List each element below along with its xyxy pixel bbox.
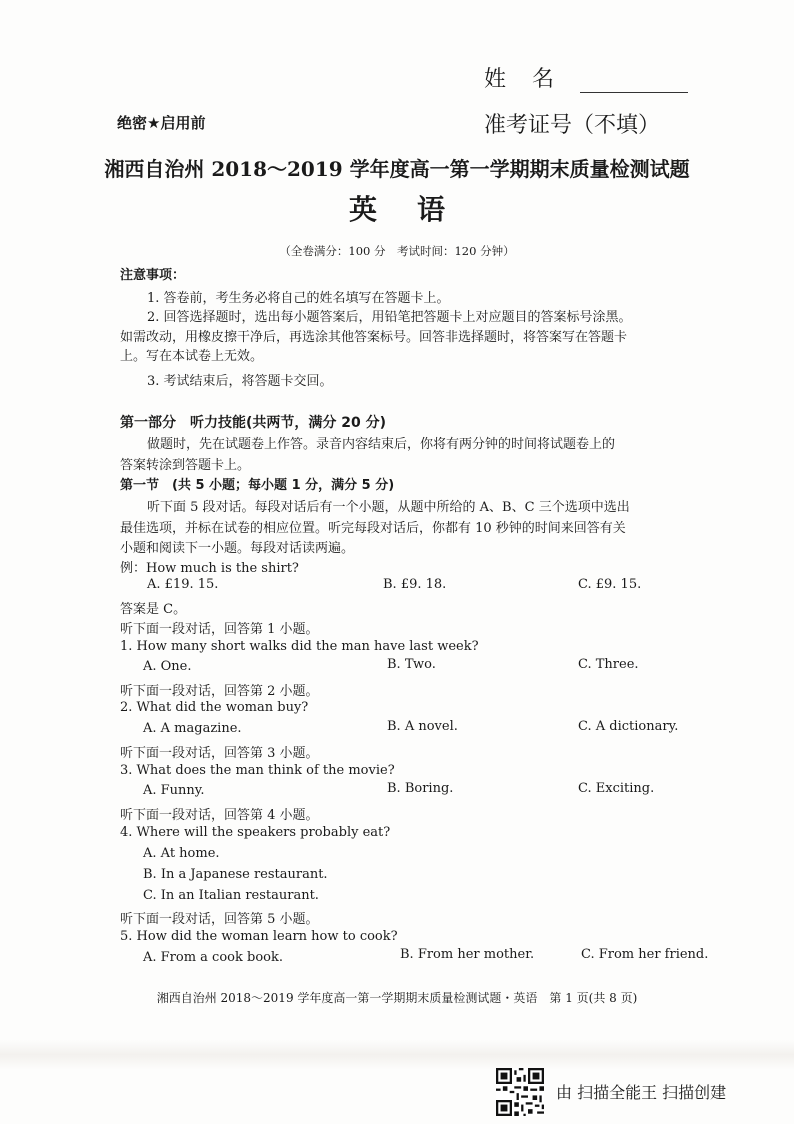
option-c: C. A dictionary. — [578, 719, 679, 734]
question-prompt: 听下面一段对话，回答第 4 小题。 — [120, 808, 319, 823]
example-option-a: A. £19. 15. — [147, 577, 219, 592]
section1-intro-line: 听下面 5 段对话。每段对话后有一个小题，从题中所给的 A、B、C 三个选项中选出 — [147, 500, 630, 515]
section1-intro-line: 小题和阅读下一小题。每段对话读两遍。 — [120, 541, 355, 556]
qr-code-icon — [496, 1068, 544, 1116]
note-item: 3. 考试结束后，将答题卡交回。 — [147, 374, 333, 389]
question-prompt: 听下面一段对话，回答第 2 小题。 — [120, 684, 319, 699]
option-b: B. Boring. — [387, 781, 454, 796]
option-a: A. A magazine. — [143, 721, 242, 736]
exam-info: （全卷满分：100 分 考试时间：120 分钟） — [279, 244, 515, 258]
option-c: C. Exciting. — [578, 781, 655, 796]
question-text: 5. How did the woman learn how to cook? — [120, 929, 398, 944]
section1-heading: 第一节 (共 5 小题；每小题 1 分，满分 5 分) — [120, 478, 395, 493]
example-question: 例：How much is the shirt? — [120, 561, 299, 576]
note-item: 上。写在本试卷上无效。 — [120, 349, 264, 364]
option-b: B. From her mother. — [400, 947, 535, 962]
page-footer: 湘西自治州 2018～2019 学年度高一第一学期期末质量检测试题・英语 第 1 页(共 8 页) — [156, 991, 638, 1005]
question-text: 2. What did the woman buy? — [120, 700, 309, 715]
option-c: C. In an Italian restaurant. — [143, 888, 319, 903]
question-text: 1. How many short walks did the man have last week? — [120, 639, 479, 654]
question-text: 4. Where will the speakers probably eat? — [120, 825, 391, 840]
exam-id-label: 准考证号（不填） — [484, 113, 661, 138]
option-a: A. At home. — [143, 846, 220, 861]
part1-intro-line: 做题时，先在试题卷上作答。录音内容结束后，你将有两分钟的时间将试题卷上的 — [147, 437, 616, 452]
option-c: C. From her friend. — [581, 947, 709, 962]
section1-intro-line: 最佳选项，并标在试卷的相应位置。听完每段对话后，你都有 10 秒钟的时间来回答有关 — [120, 521, 626, 536]
question-prompt: 听下面一段对话，回答第 1 小题。 — [120, 622, 319, 637]
question-prompt: 听下面一段对话，回答第 5 小题。 — [120, 912, 319, 927]
question-text: 3. What does the man think of the movie? — [120, 763, 395, 778]
secret-mark: 绝密★启用前 — [117, 114, 206, 132]
question-prompt: 听下面一段对话，回答第 3 小题。 — [120, 746, 319, 761]
name-label: 姓 名 — [484, 67, 557, 92]
example-option-c: C. £9. 15. — [578, 577, 642, 592]
example-option-b: B. £9. 18. — [383, 577, 447, 592]
scan-shadow — [0, 1040, 794, 1070]
note-item: 2. 回答选择题时，选出每小题答案后，用铅笔把答题卡上对应题目的答案标号涂黑。 — [147, 310, 632, 325]
exam-subject: 英语 — [348, 193, 485, 226]
part1-heading: 第一部分 听力技能(共两节，满分 20 分) — [120, 415, 387, 431]
note-item: 1. 答卷前，考生务必将自己的姓名填写在答题卡上。 — [147, 291, 450, 306]
option-a: A. One. — [143, 659, 192, 674]
option-a: A. Funny. — [143, 783, 205, 798]
option-b: B. In a Japanese restaurant. — [143, 867, 328, 882]
part1-intro-line: 答案转涂到答题卡上。 — [120, 458, 251, 473]
notes-heading: 注意事项： — [120, 268, 186, 283]
example-answer: 答案是 C。 — [120, 602, 187, 617]
exam-title: 湘西自治州 2018～2019 学年度高一第一学期期末质量检测试题 — [104, 157, 690, 181]
option-b: B. Two. — [387, 657, 436, 672]
scanner-watermark: 由 扫描全能王 扫描创建 — [556, 1083, 727, 1102]
option-a: A. From a cook book. — [143, 950, 283, 965]
option-c: C. Three. — [578, 657, 639, 672]
option-b: B. A novel. — [387, 719, 458, 734]
name-field-row — [484, 62, 688, 93]
note-item: 如需改动，用橡皮擦干净后，再选涂其他答案标号。回答非选择题时，将答案写在答题卡 — [120, 330, 628, 345]
name-blank — [580, 72, 688, 93]
